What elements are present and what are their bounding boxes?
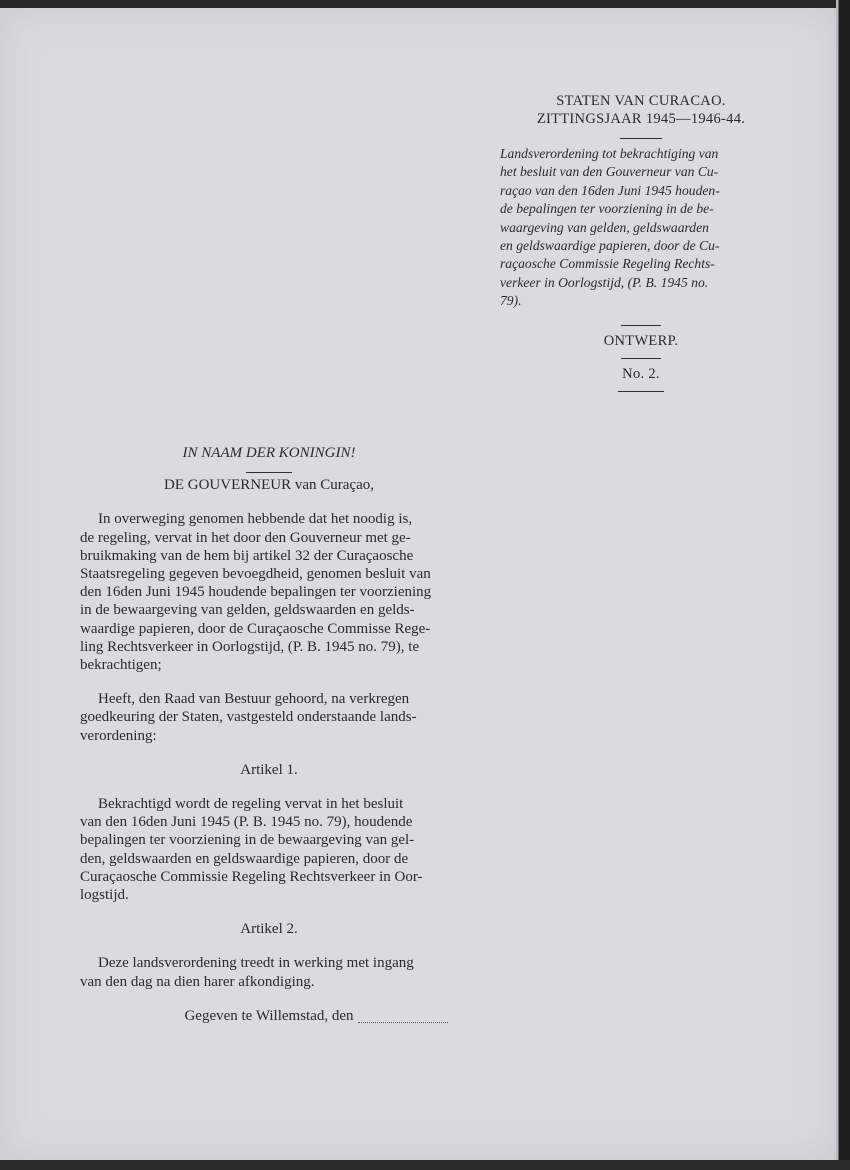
- article-1-text: [80, 795, 458, 904]
- paragraph-line: ling Rechtsverkeer in Oorlogstijd, (P. B. 1945 no. 79), te: [80, 638, 420, 655]
- title-divider: [621, 325, 661, 326]
- paragraph-line: de regeling, vervat in het door den Gouverneur met ge-: [80, 529, 411, 546]
- paragraph-line: bekrachtigen;: [80, 657, 162, 674]
- draft-label: ONTWERP.: [603, 332, 679, 349]
- paragraph-line: waardige papieren, door de Curaçaosche Commisse Rege-: [80, 620, 431, 637]
- title-line: en geldswaardige papieren, door de Cu-: [500, 238, 720, 254]
- document-body: [80, 444, 458, 1025]
- invocation-divider: [246, 472, 292, 473]
- scan-right-border: [836, 0, 850, 1170]
- paragraph-line: verordening:: [80, 727, 157, 744]
- assembly-name: STATEN VAN CURACAO.: [556, 93, 726, 109]
- paragraph-line: logstijd.: [80, 887, 129, 904]
- paragraph-line: In overweging genomen hebbende dat het noodig is,: [98, 511, 413, 528]
- paragraph-line: den 16den Juni 1945 houdende bepalingen ter voorziening: [80, 584, 432, 601]
- article-2-heading: Artikel 2.: [240, 921, 298, 938]
- date-signature-line: [358, 1022, 448, 1023]
- title-line: waargeving van gelden, geldswaarden: [500, 219, 709, 235]
- header-divider: [620, 138, 662, 139]
- article-1-heading: Artikel 1.: [240, 761, 298, 778]
- enactment-paragraph: [80, 690, 458, 745]
- paragraph-line: Deze landsverordening treedt in werking met ingang: [98, 955, 414, 972]
- document-page: [0, 8, 836, 1160]
- ordinance-title: [490, 145, 792, 311]
- paragraph-line: van den dag na dien harer afkondiging.: [80, 973, 315, 990]
- governor-line: DE GOUVERNEUR van Curaçao,: [164, 477, 374, 494]
- paragraph-line: goedkeuring der Staten, vastgesteld onderstaande lands-: [80, 709, 417, 726]
- paragraph-line: bruikmaking van de hem bij artikel 32 der Curaçaosche: [80, 547, 414, 564]
- draft-number: No. 2.: [622, 365, 660, 382]
- invocation: IN NAAM DER KONINGIN!: [182, 445, 356, 461]
- paragraph-line: bepalingen ter voorziening in de bewaargeving van gel-: [80, 832, 415, 849]
- closing-line: Gegeven te Willemstad, den: [184, 1007, 354, 1024]
- paragraph-line: van den 16den Juni 1945 (P. B. 1945 no. 79), houdende: [80, 814, 413, 831]
- paragraph-line: Heeft, den Raad van Bestuur gehoord, na verkregen: [98, 691, 410, 708]
- title-line: het besluit van den Gouverneur van Cu-: [500, 164, 719, 180]
- title-line: raçaosche Commissie Regeling Rechts-: [500, 256, 715, 272]
- title-line: de bepalingen ter voorziening in de be-: [500, 201, 714, 217]
- paragraph-line: Curaçaosche Commissie Regeling Rechtsverkeer in Oor-: [80, 868, 423, 885]
- scan-bottom-border: [0, 1160, 850, 1170]
- title-line: Landsverordening tot bekrachtiging van: [500, 146, 719, 161]
- paragraph-line: Bekrachtigd wordt de regeling vervat in het besluit: [98, 796, 404, 813]
- article-2-text: [80, 954, 458, 990]
- title-line: raçao van den 16den Juni 1945 houden-: [500, 182, 720, 198]
- paragraph-line: in de bewaargeving van gelden, geldswaarden en gelds-: [80, 602, 415, 619]
- document-header: [490, 92, 792, 392]
- considerations-paragraph: [80, 510, 458, 674]
- paragraph-line: den, geldswaarden en geldswaardige papieren, door de: [80, 850, 409, 867]
- number-divider: [618, 391, 664, 392]
- scan-top-border: [0, 0, 850, 8]
- draft-divider: [621, 358, 661, 359]
- title-line: 79).: [500, 293, 522, 309]
- paragraph-line: Staatsregeling gegeven bevoegdheid, genomen besluit van: [80, 566, 431, 583]
- title-line: verkeer in Oorlogstijd, (P. B. 1945 no.: [500, 274, 709, 290]
- session-year: ZITTINGSJAAR 1945—1946-44.: [536, 111, 746, 127]
